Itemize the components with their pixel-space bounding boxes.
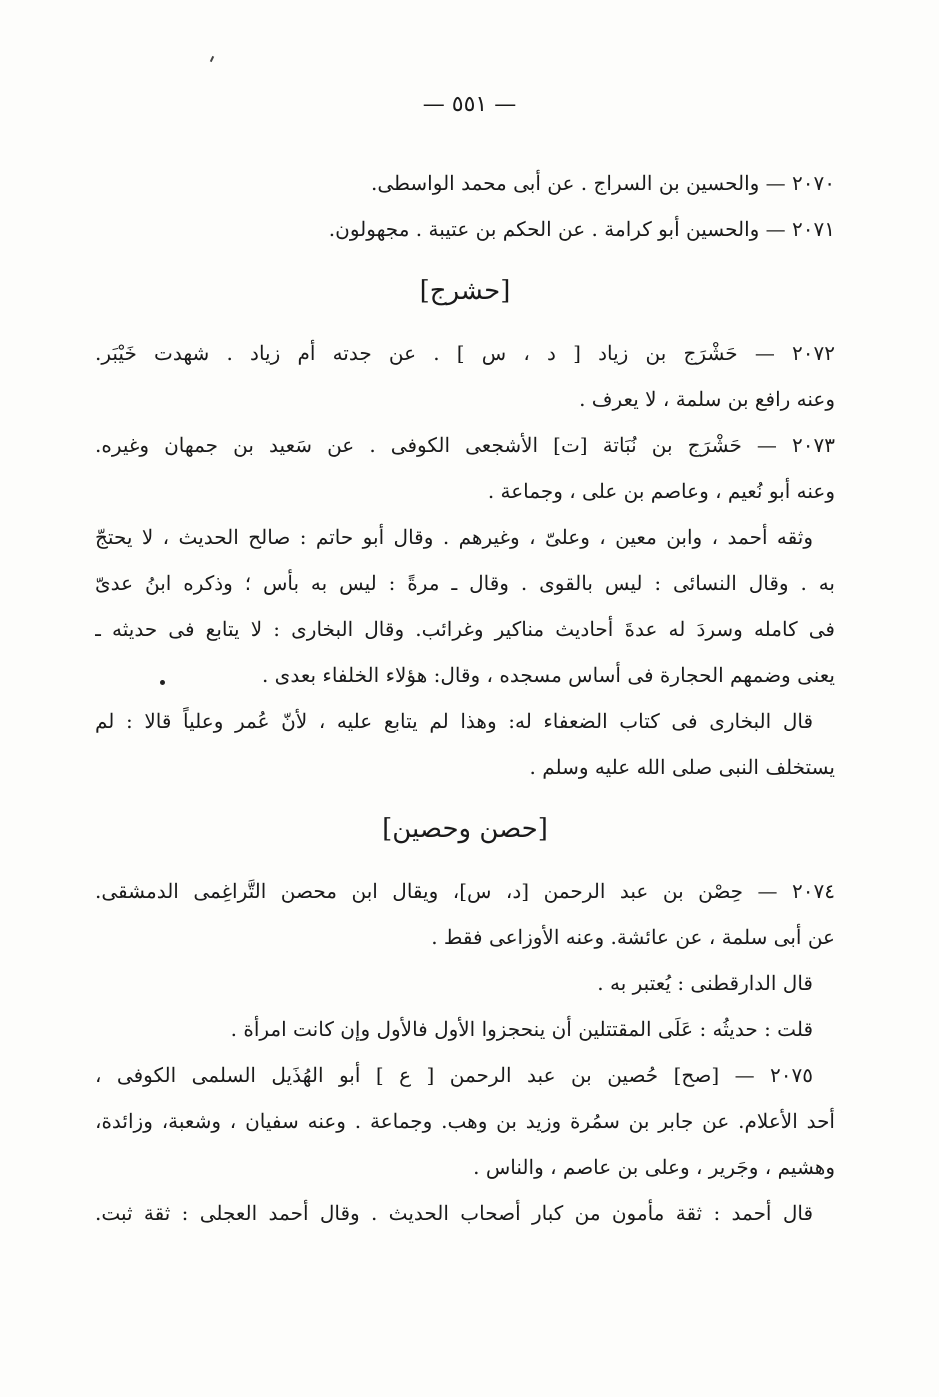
heading-text: [حشرج] xyxy=(419,276,511,306)
entry-2074-cont: عن أبى سلمة ، عن عائشة. وعنه الأوزاعى فقط . xyxy=(431,925,835,949)
entry-2073-para-1: وثقه أحمد ، وابن معين ، وعلىّ ، وغيرهم . وقال أبو حاتم : صالح الحديث ، لا يحتجّ xyxy=(95,525,813,549)
entry-2073-para-5: قال البخارى فى كتاب الضعفاء له: وهذا لم يتابع عليه ، لأنّ عُمر وعلياً قالا : لم xyxy=(95,709,813,733)
heading-text: [حصن وحصين] xyxy=(382,814,548,844)
page-body xyxy=(95,160,835,1236)
entry-2073: ٢٠٧٣ — حَشْرَج بن نُبَاتة [ت] الأشجعى الكوفى . عن سَعيد بن جمهان وغيره. xyxy=(95,433,835,457)
page-number: — ٥٥١ — xyxy=(422,92,517,117)
entry-2073-para-6: يستخلف النبى صلى الله عليه وسلم . xyxy=(529,755,835,779)
entry-2075: ٢٠٧٥ — [صح] حُصين بن عبد الرحمن [ ع ] أبو الهُذَيل السلمى الكوفى ، xyxy=(95,1063,813,1087)
entry-2073-para-4: يعنى وضمهم الحجارة فى أساس مسجده ، وقال: هؤلاء الخلفاء بعدى . xyxy=(261,663,835,687)
entry-2073-para-2: به . وقال النسائى : ليس بالقوى . وقال ـ مرةً : ليس به بأس ؛ وذكره ابنُ عدىّ xyxy=(95,571,835,595)
entry-2070: ٢٠٧٠ — والحسين بن السراج . عن أبى محمد الواسطى. xyxy=(370,171,835,195)
entry-2074: ٢٠٧٤ — حِصْن بن عبد الرحمن [د، س]، ويقال ابن محصن التَّراغِمى الدمشقى. xyxy=(95,879,835,903)
entry-2075-cont-2: وهشيم ، وجَرير ، وعلى بن عاصم ، والناس . xyxy=(473,1155,835,1179)
entry-2072-cont: وعنه رافع بن سلمة ، لا يعرف . xyxy=(579,387,835,411)
section-heading-hashraj xyxy=(95,252,835,330)
entry-2073-para-3: فى كامله وسردَ له عدةَ أحاديث مناكير وغرائب. وقال البخارى : لا يتابع فى حديثه ـ xyxy=(95,617,835,641)
entry-2075-para-1: قال أحمد : ثقة مأمون من كبار أصحاب الحديث . وقال أحمد العجلى : ثقة ثبت. xyxy=(95,1201,814,1225)
scan-speck xyxy=(210,56,214,62)
entry-2074-para-2: قلت : حديثُه : عَلَى المقتتلين أن ينحجزوا الأول فالأول وإن كانت امرأة . xyxy=(230,1017,813,1041)
entry-2073-cont: وعنه أبو نُعيم ، وعاصم بن على ، وجماعة . xyxy=(487,479,835,503)
margin-dot xyxy=(160,680,165,685)
section-heading-hisn xyxy=(95,790,835,868)
entry-2074-para-1: قال الدارقطنى : يُعتبر به . xyxy=(597,971,813,995)
entry-2071: ٢٠٧١ — والحسين أبو كرامة . عن الحكم بن عتيبة . مجهولون. xyxy=(328,217,835,241)
entry-2072: ٢٠٧٢ — حَشْرَج بن زياد [ د ، س ] . عن جدته أم زياد . شهدت خَيْبَر. xyxy=(95,341,835,365)
entry-2075-cont-1: أحد الأعلام. عن جابر بن سمُرة وزيد بن وهب. وجماعة . وعنه سفيان ، وشعبة، وزائدة، xyxy=(95,1109,835,1133)
